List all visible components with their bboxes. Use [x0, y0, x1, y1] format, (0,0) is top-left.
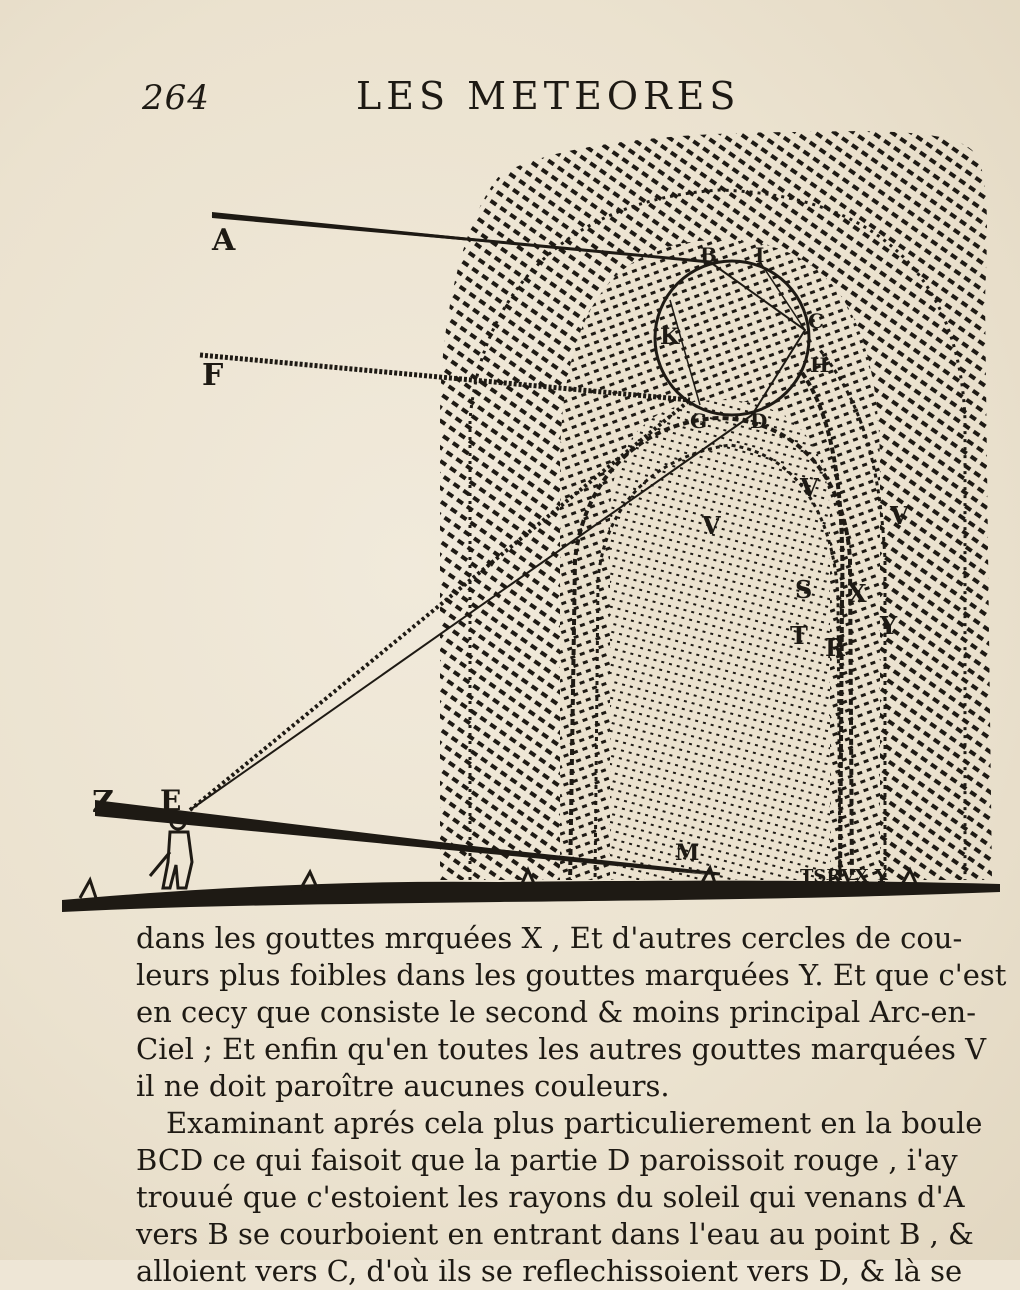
text-line: BCD ce qui faisoit que la partie D paroissoit rouge , i'ay: [136, 1143, 958, 1177]
text-line: dans les gouttes mrquées X , Et d'autres cercles de cou-: [136, 921, 963, 955]
label-A: A: [212, 223, 236, 258]
text-line: leurs plus foibles dans les gouttes marquées Y. Et que c'est: [136, 958, 1007, 992]
label-B: B: [700, 243, 717, 267]
label-V-1: V: [800, 473, 819, 502]
text-line: alloient vers C, d'où ils se reflechissoient vers D, & là se: [136, 1254, 963, 1288]
label-K: K: [660, 324, 680, 350]
label-T: T: [790, 621, 808, 650]
text-line: vers B se courboient en entrant dans l'eau au point B , &: [136, 1217, 974, 1251]
running-title: LES METEORES: [356, 74, 741, 118]
label-Z: Z: [92, 785, 114, 820]
text-line: en cecy que consiste le second & moins principal Arc-en-: [136, 995, 977, 1029]
text-line: Examinant aprés cela plus particulierement en la boule: [166, 1106, 983, 1140]
label-V-3: V: [890, 501, 909, 530]
label-V-2: V: [702, 511, 721, 540]
label-X: X: [848, 579, 867, 608]
label-E: E: [160, 784, 182, 817]
label-I: I: [755, 243, 765, 267]
rain-cloud: [430, 120, 1000, 890]
observer-figure: [150, 815, 192, 888]
label-G: G: [690, 409, 708, 433]
label-S: S: [795, 575, 813, 604]
text-line: Ciel ; Et enfin qu'en toutes les autres gouttes marquées V: [136, 1032, 987, 1066]
label-D: D: [750, 409, 768, 433]
label-R: R: [825, 633, 845, 662]
text-line: il ne doit paroître aucunes couleurs.: [136, 1069, 670, 1103]
text-line: trouué que c'estoient les rayons du soleil qui venans d'A: [136, 1180, 965, 1214]
page-number: 264: [142, 78, 210, 118]
label-F: F: [202, 358, 224, 393]
label-M: M: [675, 840, 700, 866]
label-C: C: [808, 309, 824, 333]
label-Y: Y: [880, 611, 898, 640]
body-text: [136, 920, 1007, 1290]
label-ground-letters: TSRVX Y: [800, 866, 888, 887]
label-H: H: [810, 353, 829, 377]
